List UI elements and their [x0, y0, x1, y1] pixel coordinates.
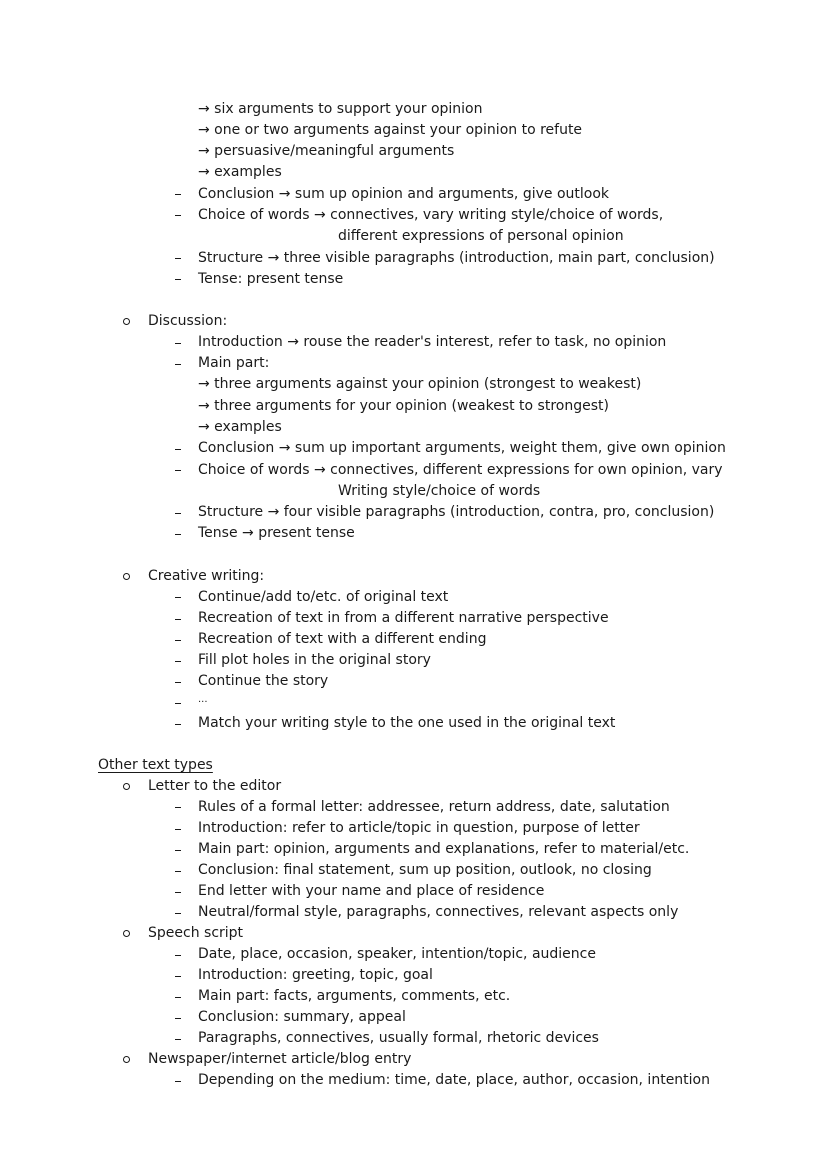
- list-item: Conclusion → sum up opinion and arguments, give outlook: [198, 186, 610, 202]
- list-item: Introduction: greeting, topic, goal: [198, 967, 433, 983]
- list-item: Introduction → rouse the reader's interest, refer to task, no opinion: [198, 334, 667, 350]
- dash-bullet: [175, 976, 181, 977]
- arrow-item: → persuasive/meaningful arguments: [198, 143, 455, 159]
- list-item: Paragraphs, connectives, usually formal, rhetoric devices: [198, 1030, 599, 1046]
- section-label: Letter to the editor: [148, 778, 282, 794]
- list-item-continuation: different expressions of personal opinion: [338, 228, 624, 244]
- dash-bullet: [175, 807, 181, 808]
- dash-bullet: [175, 661, 181, 662]
- list-item: Conclusion → sum up important arguments, weight them, give own opinion: [198, 440, 726, 456]
- circle-bullet: [123, 318, 130, 325]
- arrow-item: → three arguments for your opinion (weakest to strongest): [198, 398, 609, 414]
- dash-bullet: [175, 470, 181, 471]
- dash-bullet: [175, 1018, 181, 1019]
- list-item: Main part: facts, arguments, comments, etc.: [198, 988, 511, 1004]
- dash-bullet: [175, 258, 181, 259]
- dash-bullet: [175, 449, 181, 450]
- dash-bullet: [175, 279, 181, 280]
- list-item: Tense → present tense: [198, 525, 355, 541]
- dash-bullet: [175, 1039, 181, 1040]
- dash-bullet: [175, 829, 181, 830]
- list-item: Choice of words → connectives, different expressions for own opinion, vary: [198, 462, 723, 478]
- circle-bullet: [123, 783, 130, 790]
- dash-bullet: [175, 703, 181, 704]
- arrow-item: → six arguments to support your opinion: [198, 101, 483, 117]
- list-item: Conclusion: summary, appeal: [198, 1009, 406, 1025]
- list-item: Continue/add to/etc. of original text: [198, 589, 449, 605]
- dash-bullet: [175, 724, 181, 725]
- dash-bullet: [175, 850, 181, 851]
- section-label: Discussion:: [148, 313, 228, 329]
- dash-bullet: [175, 364, 181, 365]
- list-item: Structure → three visible paragraphs (introduction, main part, conclusion): [198, 250, 715, 266]
- list-item: Date, place, occasion, speaker, intention/topic, audience: [198, 946, 596, 962]
- list-item: Choice of words → connectives, vary writing style/choice of words,: [198, 207, 664, 223]
- list-item: Recreation of text in from a different narrative perspective: [198, 610, 609, 626]
- dash-bullet: [175, 955, 181, 956]
- dash-bullet: [175, 619, 181, 620]
- circle-bullet: [123, 930, 130, 937]
- dash-bullet: [175, 640, 181, 641]
- dash-bullet: [175, 892, 181, 893]
- list-item: End letter with your name and place of residence: [198, 883, 545, 899]
- list-item: Tense: present tense: [198, 271, 344, 287]
- dash-bullet: [175, 871, 181, 872]
- section-label: Creative writing:: [148, 568, 265, 584]
- list-item: Neutral/formal style, paragraphs, connectives, relevant aspects only: [198, 904, 679, 920]
- dash-bullet: [175, 343, 181, 344]
- list-item-continuation: Writing style/choice of words: [338, 483, 541, 499]
- list-item: Introduction: refer to article/topic in question, purpose of letter: [198, 820, 640, 836]
- list-item: Main part: opinion, arguments and explanations, refer to material/etc.: [198, 841, 690, 857]
- circle-bullet: [123, 1056, 130, 1063]
- list-item: Fill plot holes in the original story: [198, 652, 431, 668]
- list-item: Recreation of text with a different ending: [198, 631, 487, 647]
- dash-bullet: [175, 997, 181, 998]
- dash-bullet: [175, 215, 181, 216]
- dash-bullet: [175, 682, 181, 683]
- circle-bullet: [123, 573, 130, 580]
- arrow-item: → examples: [198, 164, 282, 180]
- arrow-item: → three arguments against your opinion (strongest to weakest): [198, 376, 642, 392]
- section-label: Speech script: [148, 925, 244, 941]
- dash-bullet: [175, 597, 181, 598]
- dash-bullet: [175, 534, 181, 535]
- list-item: Depending on the medium: time, date, place, author, occasion, intention: [198, 1072, 710, 1088]
- dash-bullet: [175, 1081, 181, 1082]
- list-item: Rules of a formal letter: addressee, return address, date, salutation: [198, 799, 670, 815]
- dash-bullet: [175, 194, 181, 195]
- section-heading: Other text types: [98, 757, 213, 773]
- list-item: Structure → four visible paragraphs (introduction, contra, pro, conclusion): [198, 504, 715, 520]
- list-item: Continue the story: [198, 673, 329, 689]
- dash-bullet: [175, 513, 181, 514]
- list-item: Match your writing style to the one used in the original text: [198, 715, 616, 731]
- list-item: Main part:: [198, 355, 270, 371]
- list-item: Conclusion: final statement, sum up position, outlook, no closing: [198, 862, 652, 878]
- section-label: Newspaper/internet article/blog entry: [148, 1051, 412, 1067]
- arrow-item: → one or two arguments against your opinion to refute: [198, 122, 583, 138]
- arrow-item: → examples: [198, 419, 282, 435]
- dash-bullet: [175, 913, 181, 914]
- list-item: ...: [198, 694, 208, 705]
